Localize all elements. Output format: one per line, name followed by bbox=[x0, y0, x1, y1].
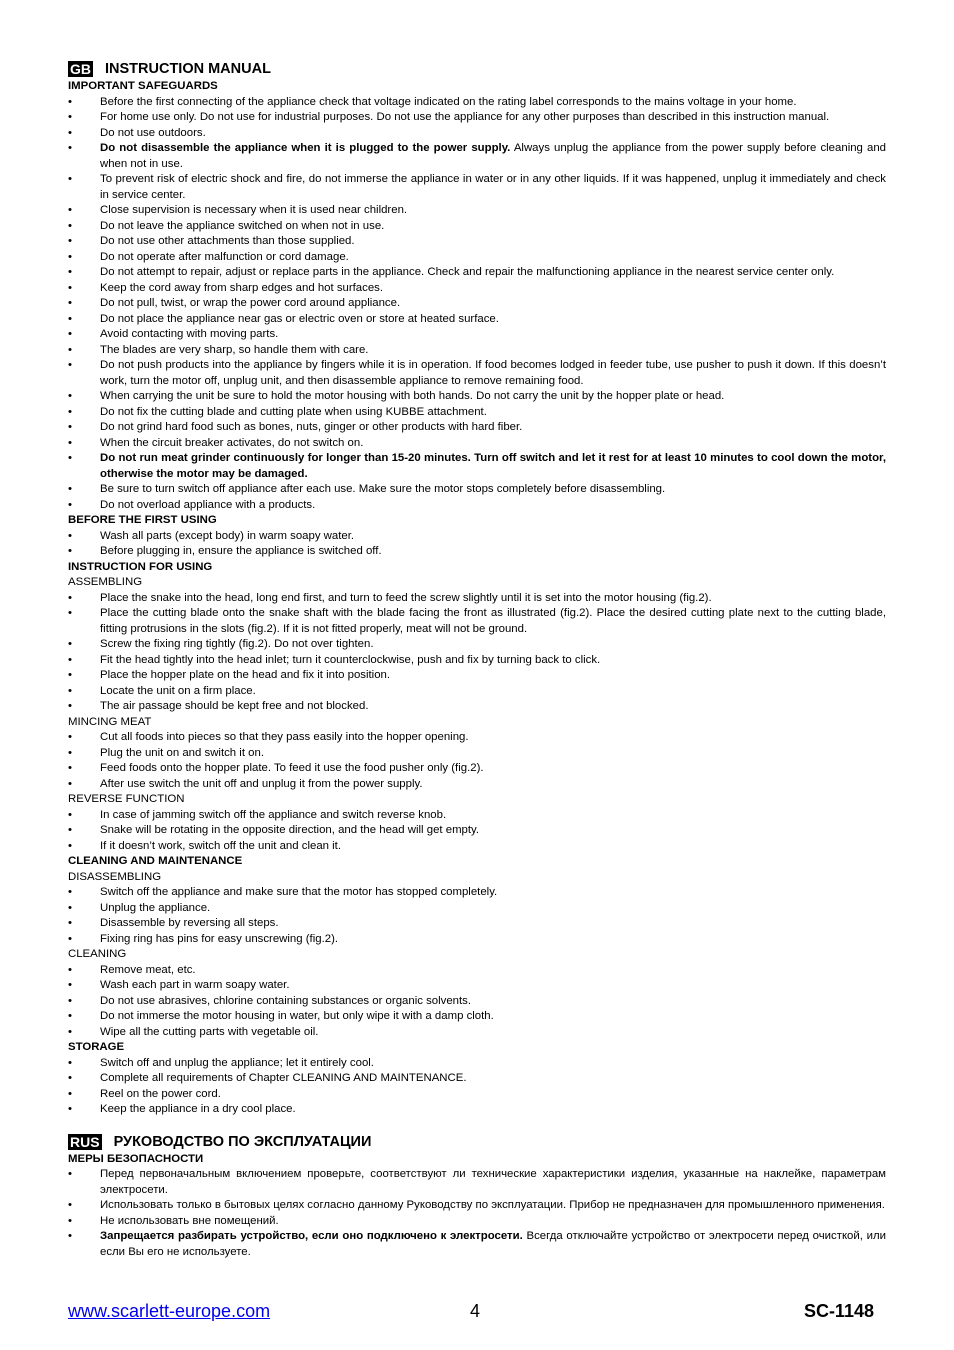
model-number: SC-1148 bbox=[803, 1301, 874, 1321]
list-item: • Switch off and unplug the appliance; let it entirely cool. bbox=[68, 1056, 886, 1072]
item-text: Do not fix the cutting blade and cutting plate when using KUBBE attachment. bbox=[100, 405, 487, 418]
list-item bbox=[68, 250, 886, 266]
item-text: When carrying the unit be sure to hold the motor housing with both hands. Do not carry the unit by the hopper plate or head. bbox=[100, 390, 725, 402]
page-number: 4 bbox=[470, 1301, 481, 1321]
list-item: • Place the snake into the head, long end first, and turn to feed the screw slightly until it is set into the motor housing (fig.2). bbox=[68, 591, 886, 607]
page-footer bbox=[68, 1300, 886, 1326]
item-text: Avoid contacting with moving parts. bbox=[100, 328, 279, 340]
disassembling-heading: DISASSEMBLING bbox=[68, 870, 162, 883]
rus-section-title bbox=[68, 1132, 886, 1152]
list-item: • Reel on the power cord. bbox=[68, 1087, 886, 1103]
cleaning-heading: CLEANING bbox=[68, 948, 127, 960]
item-text: Be sure to turn switch off appliance after each use. Make sure the motor stops completely before disassembling. bbox=[100, 483, 666, 495]
list-item bbox=[68, 389, 886, 405]
page-content bbox=[68, 59, 886, 1260]
mincing-heading: MINCING MEAT bbox=[68, 715, 152, 728]
list-item: • Remove meat, etc. bbox=[68, 963, 886, 979]
list-item bbox=[68, 420, 886, 436]
item-text: Do not use outdoors. bbox=[100, 126, 206, 139]
list-item bbox=[68, 126, 886, 142]
list-item: • The air passage should be kept free and not blocked. bbox=[68, 699, 886, 715]
list-item: • Place the hopper plate on the head and fix it into position. bbox=[68, 668, 886, 684]
list-item: • After use switch the unit off and unplug it from the power supply. bbox=[68, 777, 886, 793]
list-item bbox=[68, 1229, 886, 1260]
item-text: To prevent risk of electric shock and fire, do not immerse the appliance in water or in any other liquids. If it was happened, unplug it immediately and check in service center. bbox=[100, 173, 886, 201]
list-item: • Unplug the appliance. bbox=[68, 901, 886, 917]
safeguards-list bbox=[68, 95, 886, 514]
list-item: • If it doesn’t work, switch off the unit and clean it. bbox=[68, 839, 886, 855]
item-text: Keep the cord away from sharp edges and hot surfaces. bbox=[100, 281, 384, 294]
item-text: Do not place the appliance near gas or electric oven or store at heated surface. bbox=[100, 312, 499, 325]
list-item: • Complete all requirements of Chapter CLEANING AND MAINTENANCE. bbox=[68, 1071, 886, 1087]
list-item: • Keep the appliance in a dry cool place. bbox=[68, 1102, 886, 1118]
list-item bbox=[68, 203, 886, 219]
list-item: • In case of jamming switch off the appliance and switch reverse knob. bbox=[68, 808, 886, 824]
item-text: The blades are very sharp, so handle them with care. bbox=[100, 343, 369, 356]
item-text: Before the first connecting of the appliance check that voltage indicated on the rating label corresponds to the mains voltage in your home. bbox=[100, 95, 797, 108]
item-text: Do not pull, twist, or wrap the power cord around appliance. bbox=[100, 297, 401, 309]
safety-list bbox=[68, 1167, 886, 1260]
list-item: • Place the cutting blade onto the snake shaft with the blade facing the front as illustrated (fig.2). Place the desired cutting plate next to the cutting blade, fitting protrusions in the slots (fig.2). If it is not fitted properly, meat will not be ground. bbox=[68, 606, 886, 637]
list-item: • Wipe all the cutting parts with vegetable oil. bbox=[68, 1025, 886, 1041]
item-text: Использовать только в бытовых целях согласно данному Руководству по эксплуатации. Прибор не предназначен для промышленного применения. bbox=[100, 1199, 885, 1211]
list-item bbox=[68, 327, 886, 343]
gb-title: INSTRUCTION MANUAL bbox=[105, 61, 271, 77]
storage-list bbox=[68, 1056, 886, 1118]
cleaning-maintenance-heading: CLEANING AND MAINTENANCE bbox=[68, 855, 243, 867]
item-text: Do not leave the appliance switched on when not in use. bbox=[100, 219, 385, 232]
rus-language-badge: RUS bbox=[70, 1133, 100, 1150]
list-item bbox=[68, 482, 886, 498]
list-item: • Wash each part in warm soapy water. bbox=[68, 978, 886, 994]
item-text: Do not use other attachments than those supplied. bbox=[100, 235, 355, 247]
list-item bbox=[68, 1167, 886, 1198]
gb-language-badge: GB bbox=[70, 61, 91, 77]
storage-heading: STORAGE bbox=[68, 1041, 125, 1053]
list-item bbox=[68, 219, 886, 235]
list-item: • Locate the unit on a firm place. bbox=[68, 684, 886, 700]
item-text: Перед первоначальным включением проверьте, соответствуют ли технические характеристики изделия, указанные на наклейке, параметрам электросети. bbox=[100, 1168, 886, 1196]
item-text: Always unplug the appliance from the power supply before cleaning and when not in use. bbox=[100, 142, 886, 170]
rus-section bbox=[68, 1132, 886, 1261]
emphasis-text: Запрещается разбирать устройство, если оно подключено к электросети. bbox=[100, 1230, 523, 1242]
safeguards-heading: IMPORTANT SAFEGUARDS bbox=[68, 80, 218, 92]
list-item bbox=[68, 95, 886, 111]
item-text: Do not attempt to repair, adjust or replace parts in the appliance. Check and repair the malfunctioning appliance in the nearest service center only. bbox=[100, 266, 835, 278]
list-item bbox=[68, 436, 886, 452]
item-text: Close supervision is necessary when it is used near children. bbox=[100, 204, 408, 216]
disassembling-list bbox=[68, 885, 886, 947]
list-item: • Fixing ring has pins for easy unscrewing (fig.2). bbox=[68, 932, 886, 948]
list-item: • Plug the unit on and switch it on. bbox=[68, 746, 886, 762]
mincing-list bbox=[68, 730, 886, 792]
list-item bbox=[68, 110, 886, 126]
assembling-heading: ASSEMBLING bbox=[68, 576, 143, 588]
list-item bbox=[68, 265, 886, 281]
item-text: Do not operate after malfunction or cord damage. bbox=[100, 250, 349, 263]
list-item bbox=[68, 358, 886, 389]
item-text: Do not grind hard food such as bones, nuts, ginger or other products with hard fiber. bbox=[100, 421, 523, 433]
list-item bbox=[68, 498, 886, 514]
list-item bbox=[68, 234, 886, 250]
gb-section-title bbox=[68, 59, 886, 79]
list-item bbox=[68, 1214, 886, 1230]
first-using-heading: BEFORE THE FIRST USING bbox=[68, 514, 217, 526]
list-item bbox=[68, 141, 886, 172]
list-item bbox=[68, 451, 886, 482]
emphasis-text: Do not disassemble the appliance when it is plugged to the power supply. bbox=[100, 142, 511, 154]
cleaning-list bbox=[68, 963, 886, 1041]
list-item: • Screw the fixing ring tightly (fig.2). Do not over tighten. bbox=[68, 637, 886, 653]
item-text: Do not overload appliance with a products. bbox=[100, 498, 316, 511]
rus-title: РУКОВОДСТВО ПО ЭКСПЛУАТАЦИИ bbox=[113, 1133, 372, 1150]
list-item: • Do not use abrasives, chlorine containing substances or organic solvents. bbox=[68, 994, 886, 1010]
list-item: • Switch off the appliance and make sure that the motor has stopped completely. bbox=[68, 885, 886, 901]
list-item bbox=[68, 343, 886, 359]
website-link[interactable]: www.scarlett-europe.com bbox=[68, 1301, 271, 1321]
item-text: Всегда отключайте устройство от электросети перед очисткой, или если Вы его не используете. bbox=[100, 1230, 886, 1258]
list-item: • Feed foods onto the hopper plate. To feed it use the food pusher only (fig.2). bbox=[68, 761, 886, 777]
list-item bbox=[68, 296, 886, 312]
instruction-heading: INSTRUCTION FOR USING bbox=[68, 560, 213, 573]
list-item: • Do not immerse the motor housing in water, but only wipe it with a damp cloth. bbox=[68, 1009, 886, 1025]
item-text: Не использовать вне помещений. bbox=[100, 1214, 279, 1227]
item-text: For home use only. Do not use for industrial purposes. Do not use the appliance for any other purposes than described in this instruction manual. bbox=[100, 111, 830, 123]
reverse-list bbox=[68, 808, 886, 855]
list-item: • Fit the head tightly into the head inlet; turn it counterclockwise, push and fix by turning back to click. bbox=[68, 653, 886, 669]
list-item: • Cut all foods into pieces so that they pass easily into the hopper opening. bbox=[68, 730, 886, 746]
safety-heading: МЕРЫ БЕЗОПАСНОСТИ bbox=[68, 1152, 204, 1165]
list-item bbox=[68, 172, 886, 203]
item-text: Do not push products into the appliance by fingers while it is in operation. If food becomes lodged in feeder tube, use pusher to push it down. If this doesn’t work, turn the motor off, unplug unit, and then disassemble appliance to remove remaining food. bbox=[100, 359, 886, 387]
assembling-list bbox=[68, 591, 886, 715]
reverse-heading: REVERSE FUNCTION bbox=[68, 793, 185, 805]
list-item: • Before plugging in, ensure the appliance is switched off. bbox=[68, 544, 886, 560]
item-text: When the circuit breaker activates, do not switch on. bbox=[100, 436, 364, 449]
list-item bbox=[68, 281, 886, 297]
first-using-list bbox=[68, 529, 886, 560]
list-item bbox=[68, 405, 886, 421]
list-item bbox=[68, 312, 886, 328]
list-item: • Disassemble by reversing all steps. bbox=[68, 916, 886, 932]
list-item bbox=[68, 1198, 886, 1214]
list-item: • Wash all parts (except body) in warm soapy water. bbox=[68, 529, 886, 545]
emphasis-text: Do not run meat grinder continuously for longer than 15-20 minutes. Turn off switch and let it rest for at least 10 minutes to cool down the motor, otherwise the motor may be damaged. bbox=[100, 452, 886, 480]
list-item: • Snake will be rotating in the opposite direction, and the head will get empty. bbox=[68, 823, 886, 839]
